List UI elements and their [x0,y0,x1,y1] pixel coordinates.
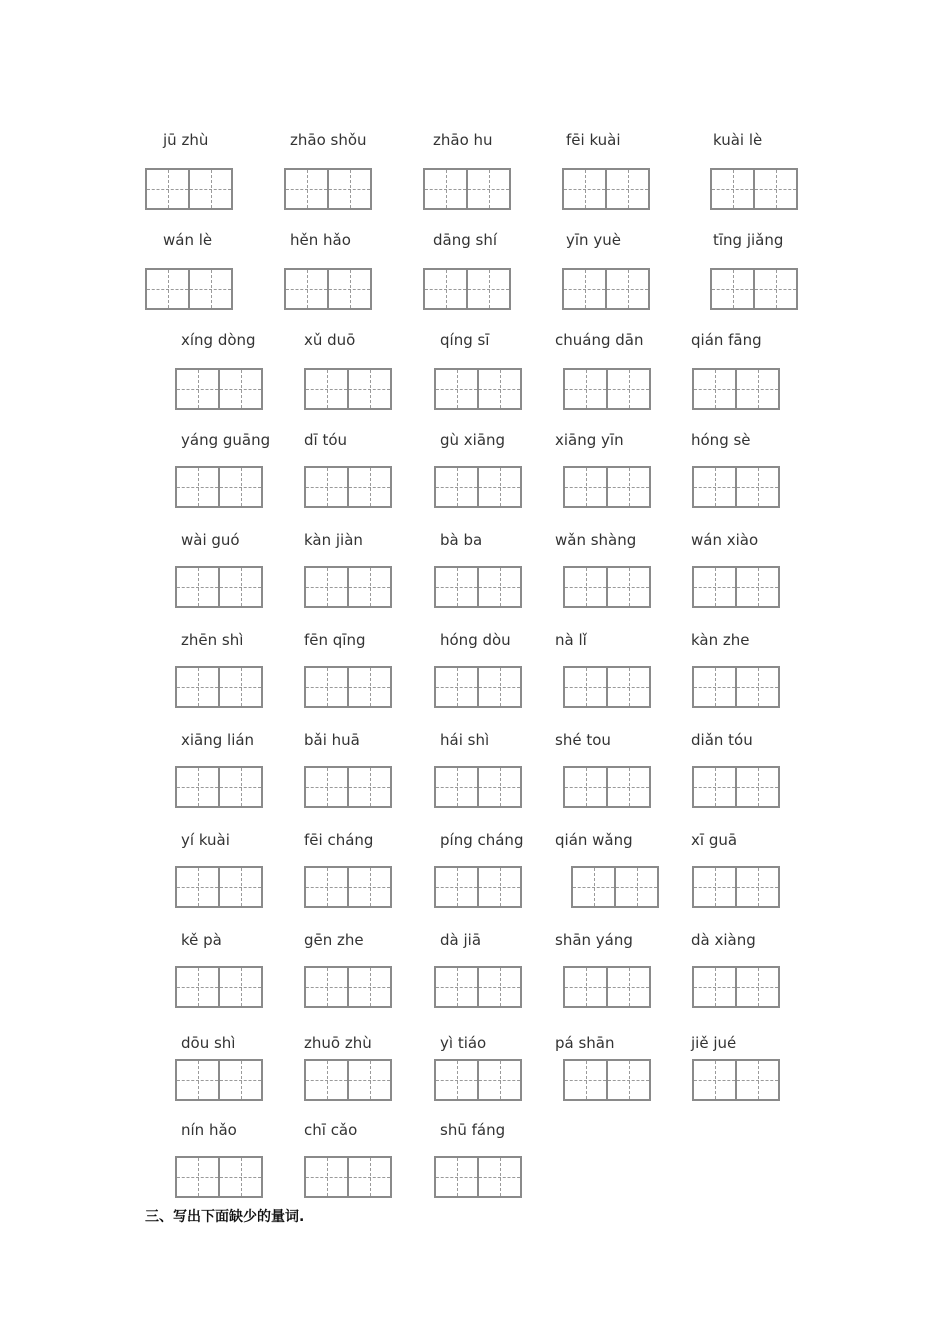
pinyin-label: zhāo hu [433,131,493,149]
writing-square[interactable] [436,1061,479,1099]
writing-square[interactable] [565,568,608,606]
writing-square[interactable] [436,568,479,606]
pinyin-label: chī cǎo [304,1121,358,1139]
tianzige-box [563,566,651,608]
tianzige-box [175,666,263,708]
pinyin-label: fēi kuài [566,131,621,149]
writing-square[interactable] [220,1061,261,1099]
tianzige-box [175,466,263,508]
tianzige-box [175,866,263,908]
writing-square[interactable] [565,668,608,706]
writing-square[interactable] [737,768,778,806]
writing-square[interactable] [177,868,220,906]
writing-square[interactable] [147,170,190,208]
writing-square[interactable] [607,270,648,308]
pinyin-label: hóng dòu [440,631,511,649]
writing-square[interactable] [694,868,737,906]
writing-square[interactable] [349,1061,390,1099]
writing-square[interactable] [479,868,520,906]
writing-square[interactable] [573,868,616,906]
writing-square[interactable] [220,468,261,506]
writing-square[interactable] [564,170,607,208]
pinyin-label: yí kuài [181,831,230,849]
pinyin-label: jū zhù [163,131,209,149]
pinyin-label: bà ba [440,531,483,549]
tianzige-box [434,1156,522,1198]
tianzige-box [304,368,392,410]
writing-square[interactable] [479,568,520,606]
writing-square[interactable] [694,668,737,706]
pinyin-label: yáng guāng [181,431,271,449]
pinyin-label: hóng sè [691,431,751,449]
writing-square[interactable] [286,270,329,308]
pinyin-label: xī guā [691,831,738,849]
writing-square[interactable] [737,568,778,606]
tianzige-box [563,1059,651,1101]
writing-square[interactable] [436,370,479,408]
writing-square[interactable] [220,668,261,706]
pinyin-label: tīng jiǎng [713,231,784,249]
tianzige-box [284,168,372,210]
writing-square[interactable] [220,370,261,408]
writing-square[interactable] [608,370,649,408]
pinyin-label: wán xiào [691,531,759,549]
writing-square[interactable] [349,868,390,906]
writing-square[interactable] [349,768,390,806]
pinyin-label: dī tóu [304,431,348,449]
writing-square[interactable] [616,868,657,906]
tianzige-box [434,368,522,410]
tianzige-box [304,1156,392,1198]
writing-square[interactable] [479,1061,520,1099]
writing-square[interactable] [306,468,349,506]
pinyin-label: qián wǎng [555,831,633,849]
pinyin-label: hái shì [440,731,490,749]
tianzige-box [304,466,392,508]
pinyin-label: qíng sī [440,331,490,349]
pinyin-label: dōu shì [181,1034,236,1052]
pinyin-label: diǎn tóu [691,731,753,749]
pinyin-label: shé tou [555,731,611,749]
tianzige-box [304,666,392,708]
pinyin-label: jiě jué [691,1034,737,1052]
writing-square[interactable] [306,370,349,408]
writing-square[interactable] [436,868,479,906]
pinyin-label: zhēn shì [181,631,244,649]
writing-square[interactable] [565,468,608,506]
tianzige-box [692,766,780,808]
pinyin-label: fēn qīng [304,631,366,649]
pinyin-label: wài guó [181,531,240,549]
writing-square[interactable] [177,468,220,506]
writing-square[interactable] [479,668,520,706]
pinyin-label: pá shān [555,1034,615,1052]
writing-square[interactable] [712,170,755,208]
writing-square[interactable] [436,1158,479,1196]
writing-square[interactable] [565,1061,608,1099]
tianzige-box [304,966,392,1008]
writing-square[interactable] [349,370,390,408]
tianzige-box [710,168,798,210]
writing-square[interactable] [608,668,649,706]
tianzige-box [692,866,780,908]
pinyin-label: gēn zhe [304,931,364,949]
writing-square[interactable] [425,270,468,308]
pinyin-label: xiāng lián [181,731,255,749]
tianzige-box [434,1059,522,1101]
tianzige-box [145,168,233,210]
pinyin-label: dāng shí [433,231,497,249]
tianzige-box [562,268,650,310]
pinyin-label: dà jiā [440,931,482,949]
pinyin-label: dà xiàng [691,931,756,949]
writing-square[interactable] [177,668,220,706]
pinyin-label: kàn zhe [691,631,750,649]
tianzige-box [304,566,392,608]
writing-square[interactable] [737,370,778,408]
pinyin-label: kě pà [181,931,222,949]
writing-square[interactable] [479,370,520,408]
tianzige-box [175,1059,263,1101]
writing-square[interactable] [737,468,778,506]
tianzige-box [423,168,511,210]
writing-square[interactable] [220,568,261,606]
writing-square[interactable] [468,170,509,208]
writing-square[interactable] [177,370,220,408]
writing-square[interactable] [177,768,220,806]
writing-square[interactable] [755,270,796,308]
writing-square[interactable] [737,668,778,706]
tianzige-box [562,168,650,210]
writing-square[interactable] [329,270,370,308]
pinyin-label: píng cháng [440,831,524,849]
writing-square[interactable] [306,1158,349,1196]
writing-square[interactable] [349,968,390,1006]
writing-square[interactable] [712,270,755,308]
writing-square[interactable] [565,968,608,1006]
tianzige-box [434,566,522,608]
writing-square[interactable] [177,968,220,1006]
writing-square[interactable] [694,1061,737,1099]
pinyin-label: xiāng yīn [555,431,624,449]
tianzige-box [692,666,780,708]
pinyin-label: xǔ duō [304,331,356,349]
writing-square[interactable] [147,270,190,308]
writing-square[interactable] [306,968,349,1006]
writing-square[interactable] [608,568,649,606]
writing-square[interactable] [694,968,737,1006]
writing-square[interactable] [694,768,737,806]
writing-square[interactable] [694,568,737,606]
tianzige-box [175,368,263,410]
tianzige-box [145,268,233,310]
tianzige-box [175,766,263,808]
pinyin-label: wǎn shàng [555,531,637,549]
writing-square[interactable] [479,968,520,1006]
writing-square[interactable] [220,968,261,1006]
tianzige-box [175,966,263,1008]
pinyin-label: qián fāng [691,331,762,349]
pinyin-label: shān yáng [555,931,633,949]
tianzige-box [175,1156,263,1198]
tianzige-box [563,966,651,1008]
tianzige-box [175,566,263,608]
pinyin-label: nà lǐ [555,631,587,649]
pinyin-label: fēi cháng [304,831,374,849]
pinyin-label: yì tiáo [440,1034,487,1052]
pinyin-label: wán lè [163,231,213,249]
pinyin-label: kàn jiàn [304,531,363,549]
section-title: 三、写出下面缺少的量词. [145,1209,305,1225]
writing-square[interactable] [694,370,737,408]
writing-square[interactable] [564,270,607,308]
writing-square[interactable] [306,768,349,806]
writing-square[interactable] [286,170,329,208]
writing-square[interactable] [479,768,520,806]
tianzige-box [304,866,392,908]
pinyin-label: nín hǎo [181,1121,237,1139]
writing-square[interactable] [479,1158,520,1196]
tianzige-box [434,966,522,1008]
pinyin-label: chuáng dān [555,331,644,349]
writing-square[interactable] [737,1061,778,1099]
writing-square[interactable] [436,668,479,706]
writing-square[interactable] [608,1061,649,1099]
writing-square[interactable] [177,1158,220,1196]
pinyin-label: hěn hǎo [290,231,351,249]
pinyin-label: kuài lè [713,131,763,149]
tianzige-box [434,466,522,508]
writing-square[interactable] [565,370,608,408]
tianzige-box [563,766,651,808]
writing-square[interactable] [565,768,608,806]
tianzige-box [284,268,372,310]
tianzige-box [710,268,798,310]
pinyin-label: yīn yuè [566,231,621,249]
writing-square[interactable] [694,468,737,506]
writing-square[interactable] [177,568,220,606]
tianzige-box [434,666,522,708]
tianzige-box [571,866,659,908]
writing-square[interactable] [306,668,349,706]
pinyin-label: gù xiāng [440,431,506,449]
writing-square[interactable] [436,968,479,1006]
writing-square[interactable] [479,468,520,506]
writing-square[interactable] [177,1061,220,1099]
writing-square[interactable] [436,768,479,806]
tianzige-box [692,566,780,608]
writing-square[interactable] [349,568,390,606]
tianzige-box [434,766,522,808]
writing-square[interactable] [220,1158,261,1196]
writing-square[interactable] [608,968,649,1006]
writing-square[interactable] [608,768,649,806]
writing-square[interactable] [349,1158,390,1196]
writing-square[interactable] [436,468,479,506]
tianzige-box [423,268,511,310]
pinyin-label: shū fáng [440,1121,506,1139]
writing-square[interactable] [220,768,261,806]
tianzige-box [692,368,780,410]
writing-square[interactable] [755,170,796,208]
writing-square[interactable] [349,668,390,706]
tianzige-box [304,1059,392,1101]
writing-square[interactable] [737,968,778,1006]
pinyin-label: xíng dòng [181,331,256,349]
writing-square[interactable] [329,170,370,208]
writing-square[interactable] [737,868,778,906]
writing-square[interactable] [349,468,390,506]
writing-square[interactable] [306,868,349,906]
tianzige-box [563,466,651,508]
writing-square[interactable] [306,1061,349,1099]
tianzige-box [692,966,780,1008]
tianzige-box [563,368,651,410]
tianzige-box [563,666,651,708]
writing-square[interactable] [607,170,648,208]
writing-square[interactable] [306,568,349,606]
writing-square[interactable] [220,868,261,906]
writing-square[interactable] [190,270,231,308]
tianzige-box [304,766,392,808]
writing-square[interactable] [425,170,468,208]
tianzige-box [692,1059,780,1101]
writing-square[interactable] [608,468,649,506]
tianzige-box [434,866,522,908]
pinyin-label: zhuō zhù [304,1034,372,1052]
pinyin-label: zhāo shǒu [290,131,367,149]
tianzige-box [692,466,780,508]
writing-square[interactable] [190,170,231,208]
writing-square[interactable] [468,270,509,308]
pinyin-label: bǎi huā [304,731,360,749]
